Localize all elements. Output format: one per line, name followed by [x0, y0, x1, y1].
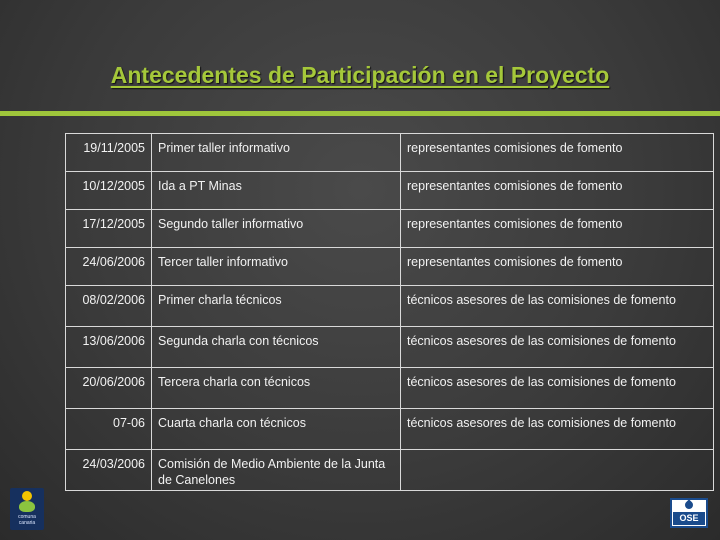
event-date: 24/06/2006	[66, 248, 152, 286]
event-activity: Segundo taller informativo	[152, 210, 401, 248]
event-participants: técnicos asesores de las comisiones de fomento	[401, 286, 714, 327]
table-row	[66, 450, 714, 491]
slide-title: Antecedentes de Participación en el Proyecto	[110, 62, 610, 88]
event-participants: representantes comisiones de fomento	[401, 210, 714, 248]
event-activity: Primer charla técnicos	[152, 286, 401, 327]
event-activity: Primer taller informativo	[152, 134, 401, 172]
event-participants: técnicos asesores de las comisiones de fomento	[401, 368, 714, 409]
event-date: 08/02/2006	[66, 286, 152, 327]
event-date: 13/06/2006	[66, 327, 152, 368]
event-date: 19/11/2005	[66, 134, 152, 172]
table-row	[66, 134, 714, 172]
water-drop-icon	[683, 499, 694, 510]
table-row	[66, 409, 714, 450]
events-table	[65, 133, 714, 491]
event-activity: Comisión de Medio Ambiente de la Junta de Canelones	[152, 450, 401, 491]
event-participants: representantes comisiones de fomento	[401, 134, 714, 172]
event-activity: Cuarta charla con técnicos	[152, 409, 401, 450]
event-date: 10/12/2005	[66, 172, 152, 210]
event-activity: Tercer taller informativo	[152, 248, 401, 286]
table-row	[66, 210, 714, 248]
event-date: 20/06/2006	[66, 368, 152, 409]
comuna-canaria-logo	[10, 488, 44, 530]
event-date: 07-06	[66, 409, 152, 450]
logo-leaf-icon	[19, 501, 35, 512]
event-activity: Tercera charla con técnicos	[152, 368, 401, 409]
event-participants: representantes comisiones de fomento	[401, 248, 714, 286]
event-participants: representantes comisiones de fomento	[401, 172, 714, 210]
table-row	[66, 286, 714, 327]
ose-logo	[670, 498, 708, 528]
event-date: 24/03/2006	[66, 450, 152, 491]
logo-right-text: OSE	[673, 512, 705, 525]
event-participants: técnicos asesores de las comisiones de fomento	[401, 409, 714, 450]
event-participants	[401, 450, 714, 491]
event-date: 17/12/2005	[66, 210, 152, 248]
logo-sun-icon	[22, 491, 32, 501]
event-activity: Segunda charla con técnicos	[152, 327, 401, 368]
event-participants: técnicos asesores de las comisiones de fomento	[401, 327, 714, 368]
title-divider	[0, 111, 720, 116]
logo-left-text: comuna canaria	[18, 514, 36, 526]
table-row	[66, 172, 714, 210]
table-row	[66, 368, 714, 409]
event-activity: Ida a PT Minas	[152, 172, 401, 210]
table-row	[66, 248, 714, 286]
table-row	[66, 327, 714, 368]
